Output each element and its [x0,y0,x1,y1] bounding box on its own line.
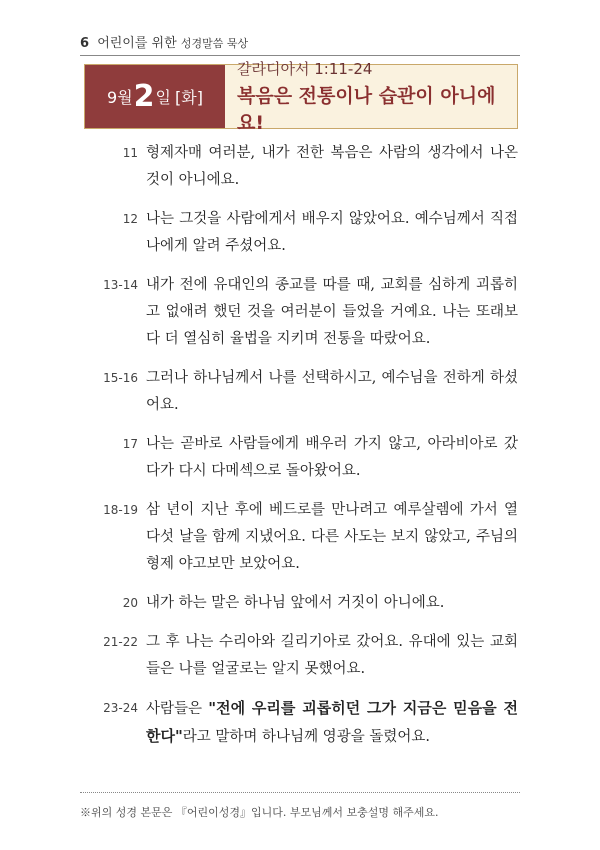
date-weekday: [화] [175,88,203,107]
book-subtitle: 성경말씀 묵상 [180,37,249,50]
footnote-divider [80,792,520,793]
verse-text: 나는 그것을 사람에게서 배우지 않았어요. 예수님께서 직접 나에게 알려 주셨어요. [146,211,518,254]
footnote: ※위의 성경 본문은 『어린이성경』입니다. 부모님께서 보충설명 해주세요. [80,806,439,819]
verse [86,365,518,419]
verse-list [86,140,518,763]
verse-text [146,695,518,751]
date-box [85,65,225,128]
verse [86,272,518,353]
verse-text-post: 라고 말하며 하나님께 영광을 돌렸어요. [182,729,430,745]
verse [86,590,518,617]
verse-number: 18-19 [103,503,138,517]
title-box [225,60,517,134]
verse-text-pre: 사람들은 [146,701,209,717]
verse-text: 그러나 하나님께서 나를 선택하시고, 예수님을 전하게 하셨어요. [146,370,518,413]
verse-number: 20 [122,596,138,610]
running-header [80,32,248,51]
book-title: 어린이를 위한 [97,36,177,51]
page-number: 6 [80,36,90,51]
verse-text: 형제자매 여러분, 내가 전한 복음은 사람의 생각에서 나온 것이 아니에요. [146,145,518,188]
header-divider [80,55,520,56]
date-title-banner [84,60,518,134]
verse-text: 내가 하는 말은 하나님 앞에서 거짓이 아니에요. [146,595,445,611]
verse [86,140,518,194]
date-day: 2 [133,79,155,114]
verse-text: 나는 곧바로 사람들에게 배우러 가지 않고, 아라비아로 갔다가 다시 다메섹으로 돌아왔어요. [146,436,518,479]
verse-number: 21-22 [103,635,138,649]
verse-text: 삼 년이 지난 후에 베드로를 만나려고 예루살렘에 가서 열다섯 날을 함께 지냈어요. 다른 사도는 보지 않았고, 주님의 형제 야고보만 보았어요. [146,502,518,572]
verse-text: 그 후 나는 수리아와 길리기아로 갔어요. 유대에 있는 교회들은 나를 얼굴로는 알지 못했어요. [146,634,518,677]
verse-number: 12 [122,212,138,226]
verse [86,497,518,578]
verse-number: 23-24 [103,701,138,715]
verse [86,206,518,260]
devotion-title: 복음은 전통이나 습관이 아니에요! [237,85,496,134]
verse [86,629,518,683]
verse-text: 내가 전에 유대인의 종교를 따를 때, 교회를 심하게 괴롭히고 없애려 했던 것을 여러분이 들었을 거예요. 나는 또래보다 더 열심히 율법을 지키며 전통을 따랐어요. [146,277,518,347]
verse-number: 17 [122,437,138,451]
verse-number: 15-16 [103,371,138,385]
verse-number: 13-14 [103,278,138,292]
verse [86,431,518,485]
verse-quote-bold: "전에 우리를 괴롭히던 그가 지금은 믿음을 전한다" [146,699,518,745]
date-month: 9월 [107,88,133,107]
date-day-suffix: 일 [155,88,172,107]
verse-last [86,695,518,751]
verse-number: 11 [122,146,138,160]
scripture-reference: 갈라디아서 1:11-24 [237,60,373,78]
